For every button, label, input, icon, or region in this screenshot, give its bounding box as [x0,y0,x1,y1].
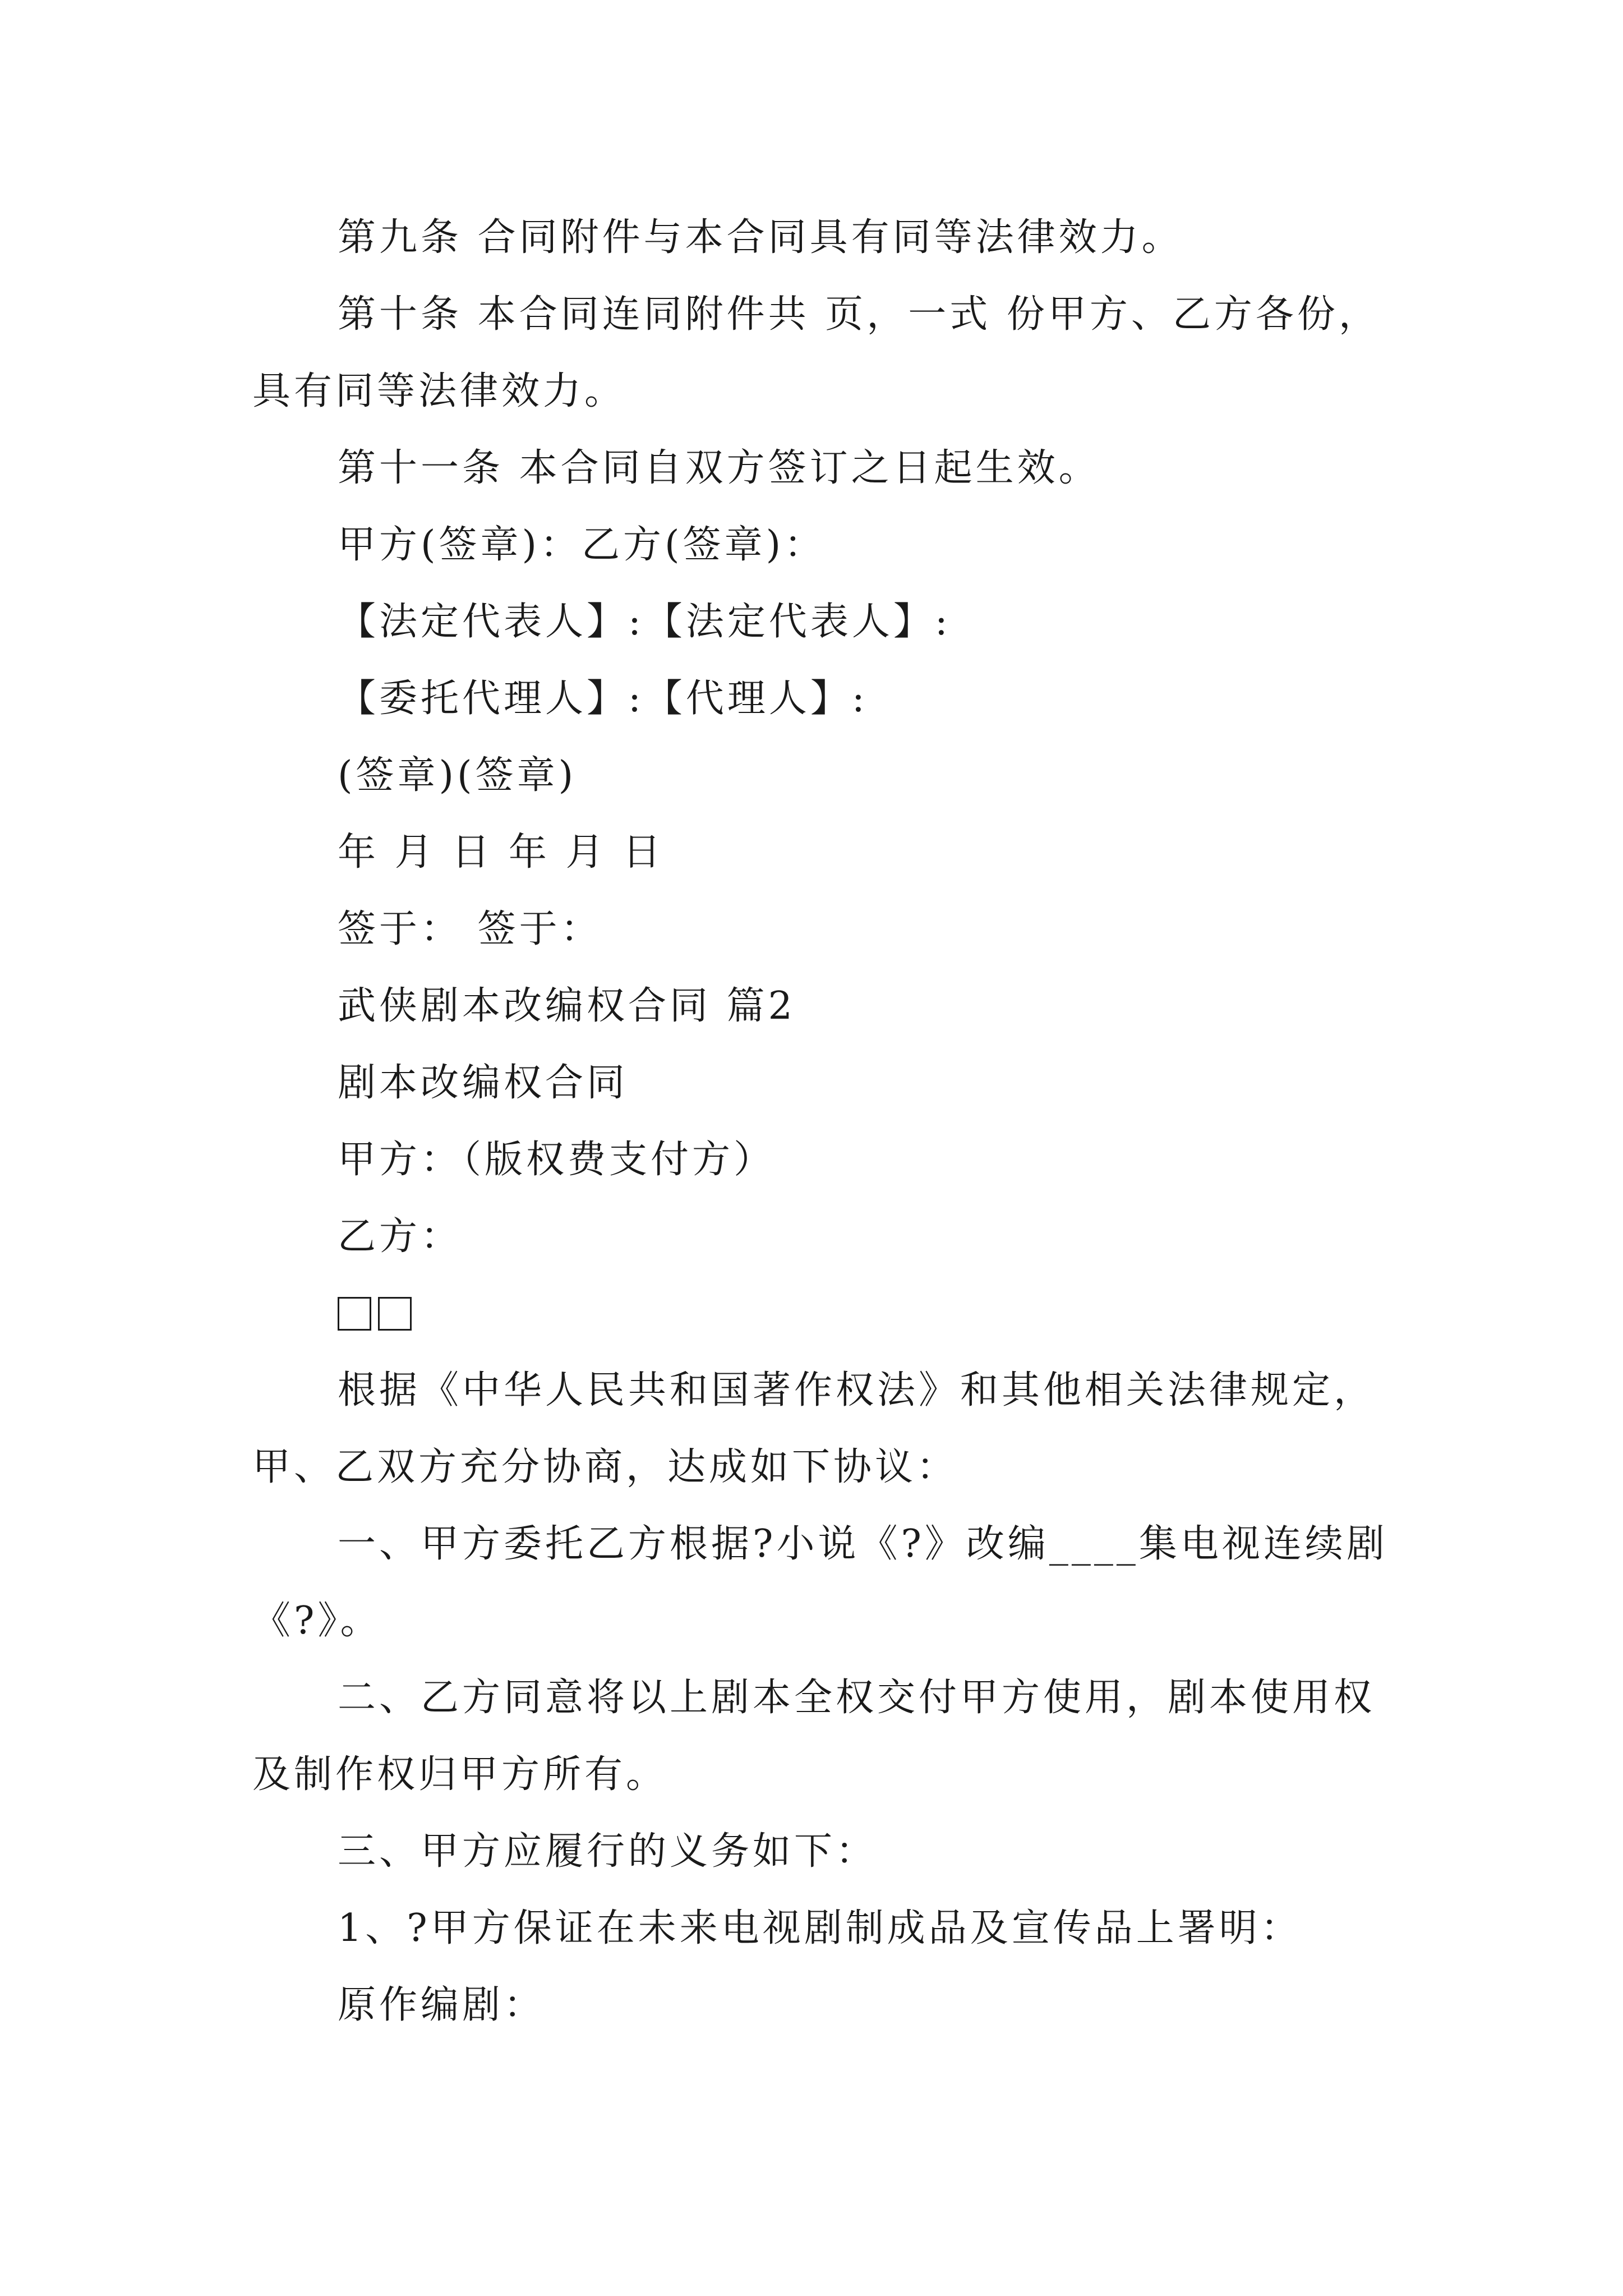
article-10: 第十条 本合同连同附件共 页，一式 份甲方、乙方各份，具有同等法律效力。 [252,292,1380,413]
article-11: 第十一条 本合同自双方签订之日起生效。 [338,446,1100,490]
clause-3-item-1: 1、?甲方保证在未来电视剧制成品及宣传品上署明： [338,1906,1302,1950]
clause-2: 二、乙方同意将以上剧本全权交付甲方使用，剧本使用权及制作权归甲方所有。 [252,1676,1376,1797]
preamble: 根据《中华人民共和国著作权法》和其他相关法律规定，甲、乙双方充分协商，达成如下协议： [252,1368,1376,1489]
dates: 年 月 日 年 月 日 [338,830,665,875]
article-9: 第九条 合同附件与本合同具有同等法律效力。 [338,215,1183,260]
clause-3: 三、甲方应履行的义务如下： [338,1829,878,1874]
original-writer: 原作编剧： [338,1983,546,2027]
signed-at: 签于： 签于： [338,907,602,951]
legal-representatives: 【法定代表人】:【法定代表人】: [338,600,951,644]
empty-box-icon [378,1297,412,1331]
agents: 【委托代理人】:【代理人】: [338,677,868,721]
clause-1: 一、甲方委托乙方根据?小说《?》改编____集电视连续剧《?》。 [252,1522,1388,1643]
section-title: 武侠剧本改编权合同 篇2 [338,984,796,1028]
contract-title: 剧本改编权合同 [338,1061,629,1105]
placeholder-boxes [252,1275,1391,1352]
contract-text [252,199,1391,2044]
empty-box-icon [338,1297,371,1331]
empty-box-glyphs [338,1275,418,1352]
signature-parties: 甲方(签章)：乙方(签章)： [338,523,826,567]
party-b: 乙方： [338,1214,463,1259]
party-a: 甲方：（版权费支付方） [338,1138,776,1182]
seals: (签章)(签章) [338,753,577,798]
